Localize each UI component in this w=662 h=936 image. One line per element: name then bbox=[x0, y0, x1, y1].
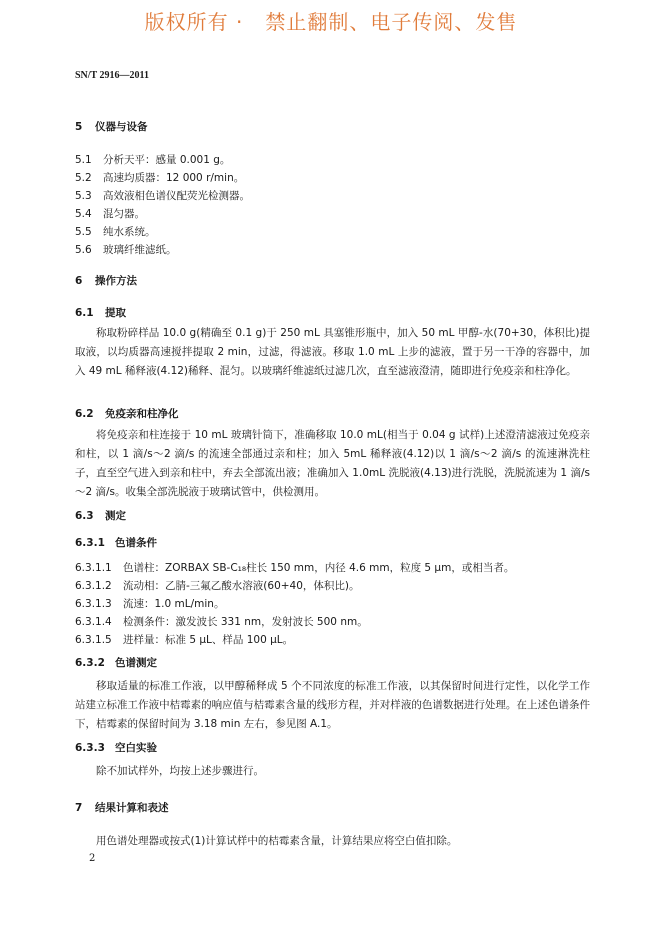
list-item: 5.5 纯水系统。 bbox=[75, 226, 156, 238]
section-6-3-2-heading: 6.3.2 色谱测定 bbox=[75, 657, 157, 669]
result-paragraph: 用色谱处理器或按式(1)计算试样中的桔霉素含量，计算结果应将空白值扣除。 bbox=[96, 835, 458, 847]
blank-test-paragraph: 除不加试样外，均按上述步骤进行。 bbox=[96, 765, 264, 777]
section-6-heading: 6 操作方法 bbox=[75, 275, 137, 287]
list-item: 5.1 分析天平：感量 0.001 g。 bbox=[75, 154, 231, 166]
section-6-3-1-heading: 6.3.1 色谱条件 bbox=[75, 537, 157, 549]
section-6-1-heading: 6.1 提取 bbox=[75, 307, 126, 319]
extraction-paragraph: 称取粉碎样品 10.0 g(精确至 0.1 g)于 250 mL 具塞锥形瓶中，加入 50 mL 甲醇-水(70+30，体积比)提取液，以均质器高速搅拌提取 2 min，过滤，得滤液。移取 1.0 mL 上步的滤液，置于另一干净的容器中，加入 49 mL 稀释液(4.12)稀释、混匀。以玻璃纤维滤纸过滤几次，直至滤液澄清，随即进行免疫亲和柱净化。 bbox=[75, 327, 590, 377]
chromatography-paragraph: 移取适量的标准工作液，以甲醇稀释成 5 个不同浓度的标准工作液，以其保留时间进行定性，以化学工作站建立标准工作液中桔霉素的响应值与桔霉素含量的线形方程，并对样液的色谱数据进行处理。在上述色谱条件下，桔霉素的保留时间为 3.18 min 左右，参见图 A.1。 bbox=[75, 680, 590, 730]
list-item: 6.3.1.4 检测条件：激发波长 331 nm，发射波长 500 nm。 bbox=[75, 616, 368, 628]
immunoaffinity-paragraph: 将免疫亲和柱连接于 10 mL 玻璃针筒下，准确移取 10.0 mL(相当于 0.04 g 试样)上述澄清滤液过免疫亲和柱，以 1 滴/s～2 滴/s 的流速全部通过亲和柱；加入 5mL 稀释液(4.12)以 1 滴/s～2 滴/s 的流速淋洗柱子，直至空气进入到亲和柱中，弃去全部流出液；准确加入 1.0mL 洗脱液(4.13)进行洗脱，洗脱流速为 1 滴/s～2 滴/s。收集全部洗脱液于玻璃试管中，供检测用。 bbox=[75, 429, 590, 498]
list-item: 6.3.1.3 流速：1.0 mL/min。 bbox=[75, 598, 225, 610]
list-item: 6.3.1.5 进样量：标准 5 μL、样品 100 μL。 bbox=[75, 634, 294, 646]
section-6-3-3-heading: 6.3.3 空白实验 bbox=[75, 742, 157, 754]
section-5-heading: 5 仪器与设备 bbox=[75, 121, 148, 133]
list-item: 5.2 高速均质器：12 000 r/min。 bbox=[75, 172, 245, 184]
section-6-3-heading: 6.3 测定 bbox=[75, 510, 126, 522]
standard-code-header: SN/T 2916—2011 bbox=[75, 70, 149, 81]
copyright-watermark: 版权所有 · 禁止翻制、电子传阅、发售 bbox=[144, 10, 518, 34]
list-item: 6.3.1.2 流动相：乙腈-三氟乙酸水溶液(60+40，体积比)。 bbox=[75, 580, 360, 592]
section-6-2-heading: 6.2 免疫亲和柱净化 bbox=[75, 408, 179, 420]
list-item: 5.4 混匀器。 bbox=[75, 208, 145, 220]
list-item: 6.3.1.1 色谱柱：ZORBAX SB-C₁₈柱长 150 mm，内径 4.6 mm，粒度 5 μm，或相当者。 bbox=[75, 562, 515, 574]
list-item: 5.6 玻璃纤维滤纸。 bbox=[75, 244, 177, 256]
section-7-heading: 7 结果计算和表述 bbox=[75, 802, 169, 814]
page-number: 2 bbox=[89, 853, 96, 864]
list-item: 5.3 高效液相色谱仪配荧光检测器。 bbox=[75, 190, 250, 202]
